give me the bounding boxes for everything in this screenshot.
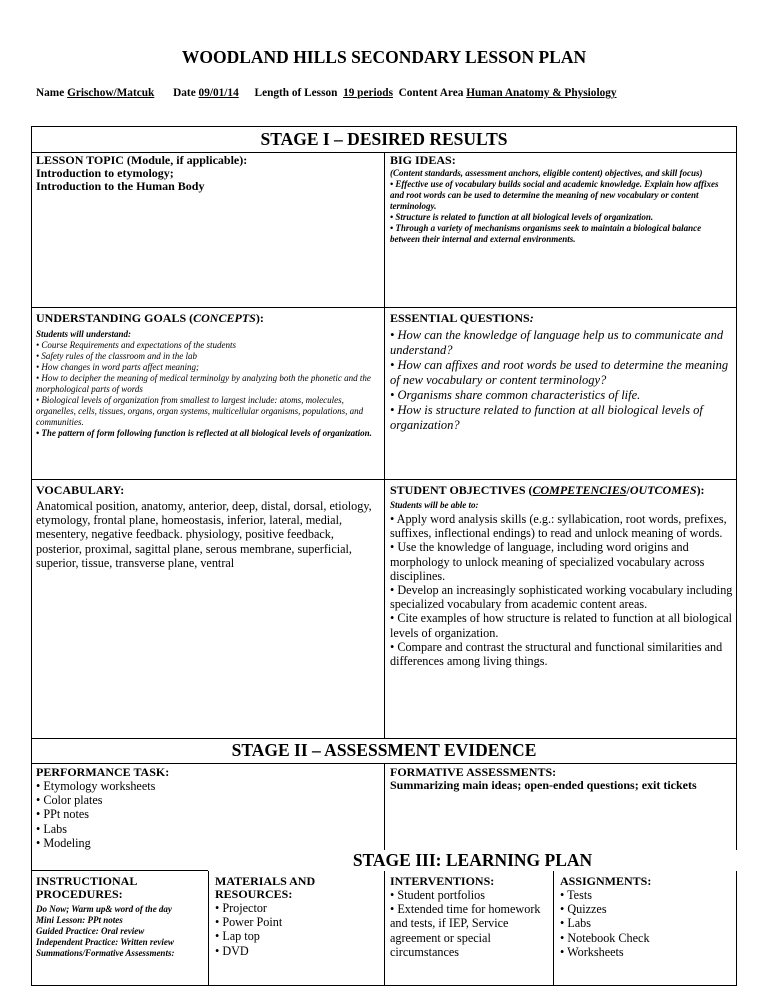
essential-question-item: • How is structure related to function at all biological levels of organization? xyxy=(390,403,703,432)
understanding-goal-item-bold: • The pattern of form following function is reflected at all biological levels of organization. xyxy=(36,428,372,438)
date-value: 09/01/14 xyxy=(198,87,239,99)
big-ideas-label: BIG IDEAS: xyxy=(390,153,456,167)
instructional-procedures-cell xyxy=(36,875,204,959)
intervention-item: • Student portfolios xyxy=(390,888,485,902)
vocabulary-label: VOCABULARY: xyxy=(36,483,125,497)
performance-task-item: • Etymology worksheets xyxy=(36,779,156,793)
instructional-procedure-item: Mini Lesson: PPt notes xyxy=(36,915,123,925)
essential-question-item: • How can affixes and root words be used to determine the meaning of new vocabulary or content terminology? xyxy=(390,358,729,387)
big-ideas-item: • Structure is related to function at all biological levels of organization. xyxy=(390,212,654,222)
instructional-procedure-item: Summations/Formative Assessments: xyxy=(36,948,175,958)
materials-resources-cell xyxy=(215,875,379,958)
understanding-goals-label-part: ): xyxy=(255,311,264,325)
name-label: Name xyxy=(36,87,65,99)
stage2-column-divider xyxy=(384,763,385,852)
student-objectives-label-part: / xyxy=(626,483,630,497)
lesson-topic-cell xyxy=(36,154,376,193)
essential-questions-label-text: ESSENTIAL QUESTIONS xyxy=(390,311,530,325)
understanding-goal-item: • Course Requirements and expectations of the students xyxy=(36,340,237,350)
essential-questions-cell xyxy=(390,312,732,433)
lesson-meta-line xyxy=(36,87,617,99)
essential-question-item: • Organisms share common characteristics of life. xyxy=(390,388,641,402)
student-objectives-cell xyxy=(390,484,734,668)
performance-task-item: • Color plates xyxy=(36,793,103,808)
material-item: • Lap top xyxy=(215,929,260,944)
name-value: Grischow/Matcuk xyxy=(67,87,155,99)
big-ideas-item: • Effective use of vocabulary builds social and academic knowledge. Explain how affixes and root words can be used to determine the meaning of new vocabulary or content terminology. xyxy=(390,179,719,211)
stage3-column-divider-1 xyxy=(208,870,209,986)
student-objectives-intro: Students will be able to: xyxy=(390,500,479,510)
vocabulary-text: Anatomical position, anatomy, anterior, deep, distal, dorsal, etiology, etymology, frontal plane, homeostasis, inferior, lateral, medial, mesentery, negative feedback. physiology, positive feedback, posterior, proximal, sagittal plane, serous membrane, superficial, superior, tissue, transverse plane, ventral xyxy=(36,499,372,570)
essential-question-item: • How can the knowledge of language help us to communicate and understand? xyxy=(390,328,724,357)
formative-assessments-label: FORMATIVE ASSESSMENTS: xyxy=(390,765,557,779)
material-item: • DVD xyxy=(215,943,249,958)
student-objective-item: • Apply word analysis skills (e.g.: syllabication, root words, prefixes, suffixes, inflectional endings) to read and unlock meaning of words. xyxy=(390,512,727,541)
intervention-item: • Extended time for homework and tests, if IEP, Service agreement or special circumstances xyxy=(390,902,541,959)
student-objectives-label-part: ): xyxy=(696,483,705,497)
big-ideas-intro: (Content standards, assessment anchors, eligible content) objectives, and skill focus) xyxy=(390,168,703,178)
content-area-label: Content Area xyxy=(398,87,464,99)
stage3-column-divider-2 xyxy=(384,870,385,986)
understanding-goals-cell xyxy=(36,312,378,439)
essential-questions-label xyxy=(390,312,732,325)
stage3-heading: STAGE III: LEARNING PLAN xyxy=(208,850,737,871)
concepts-label: CONCEPTS xyxy=(193,311,256,325)
assignment-item: • Worksheets xyxy=(560,944,624,959)
understanding-goals-label xyxy=(36,312,378,325)
row-divider-3 xyxy=(31,738,737,739)
big-ideas-cell xyxy=(390,154,730,245)
understanding-goals-label-part: UNDERSTANDING GOALS ( xyxy=(36,311,194,325)
understanding-goal-item: • Safety rules of the classroom and in the lab xyxy=(36,351,198,361)
instructional-procedure-item: Independent Practice: Written review xyxy=(36,937,174,947)
lesson-topic-line: Introduction to the Human Body xyxy=(36,179,205,193)
interventions-label: INTERVENTIONS: xyxy=(390,874,495,888)
lesson-topic-line: Introduction to etymology; xyxy=(36,166,174,180)
content-area-value: Human Anatomy & Physiology xyxy=(466,87,617,99)
document-title: WOODLAND HILLS SECONDARY LESSON PLAN xyxy=(181,47,587,67)
student-objective-item: • Develop an increasingly sophisticated working vocabulary including specialized vocabulary from academic content areas. xyxy=(390,583,733,612)
stage1-column-divider xyxy=(384,152,385,738)
big-ideas-item: • Through a variety of mechanisms organisms seek to maintain a biological balance between their internal and external environments. xyxy=(390,223,702,244)
length-label: Length of Lesson xyxy=(254,87,338,99)
date-label: Date xyxy=(173,87,196,99)
competencies-label: COMPETENCIES xyxy=(532,483,627,497)
assignment-item: • Notebook Check xyxy=(560,930,650,945)
stage2-heading: STAGE II – ASSESSMENT EVIDENCE xyxy=(231,740,537,760)
length-value: 19 periods xyxy=(343,87,393,99)
lesson-topic-label: LESSON TOPIC (Module, if applicable): xyxy=(36,153,248,167)
student-objectives-label xyxy=(390,484,734,497)
understanding-goals-intro: Students will understand: xyxy=(36,329,132,339)
assignment-item: • Tests xyxy=(560,888,592,902)
instructional-procedure-item: Guided Practice: Oral review xyxy=(36,926,145,936)
material-item: • Projector xyxy=(215,901,267,915)
materials-resources-label: MATERIALS AND RESOURCES: xyxy=(215,874,316,901)
assignments-label: ASSIGNMENTS: xyxy=(560,874,652,888)
student-objectives-label-part: STUDENT OBJECTIVES ( xyxy=(390,483,533,497)
outcomes-label: OUTCOMES xyxy=(629,483,697,497)
understanding-goal-item: • Biological levels of organization from smallest to largest include: atoms, molecules, organelles, cells, tissues, organs, organ systems, multicellular organisms, populations, and communities. xyxy=(36,395,364,427)
performance-task-item: • Modeling xyxy=(36,835,91,850)
essential-questions-colon: : xyxy=(529,311,534,325)
assignment-item: • Quizzes xyxy=(560,902,607,917)
stage3-column-divider-3 xyxy=(553,870,554,986)
stage1-heading: STAGE I – DESIRED RESULTS xyxy=(260,129,508,149)
assignments-cell xyxy=(560,875,732,959)
interventions-cell xyxy=(390,875,548,959)
student-objective-item: • Cite examples of how structure is related to function at all biological levels of organization. xyxy=(390,611,733,640)
performance-task-cell xyxy=(36,766,376,850)
instructional-procedures-label: INSTRUCTIONAL PROCEDURES: xyxy=(36,874,137,901)
instructional-procedure-item: Do Now; Warm up& word of the day xyxy=(36,904,172,914)
formative-assessments-cell xyxy=(390,766,732,792)
student-objective-item: • Use the knowledge of language, including word origins and morphology to unlock meaning of specialized vocabulary across disciplines. xyxy=(390,540,705,583)
formative-assessments-text: Summarizing main ideas; open-ended questions; exit tickets xyxy=(390,778,697,792)
performance-task-item: • PPt notes xyxy=(36,807,90,822)
performance-task-item: • Labs xyxy=(36,821,68,836)
assignment-item: • Labs xyxy=(560,916,592,931)
performance-task-label: PERFORMANCE TASK: xyxy=(36,765,170,779)
understanding-goal-item: • How changes in word parts affect meaning; xyxy=(36,362,200,372)
understanding-goal-item: • How to decipher the meaning of medical terminolgy by analyzing both the phonetic and the morphological parts of words xyxy=(36,373,371,394)
student-objective-item: • Compare and contrast the structural and functional similarities and differences among living things. xyxy=(390,639,723,669)
vocabulary-cell xyxy=(36,484,378,570)
material-item: • Power Point xyxy=(215,915,283,930)
